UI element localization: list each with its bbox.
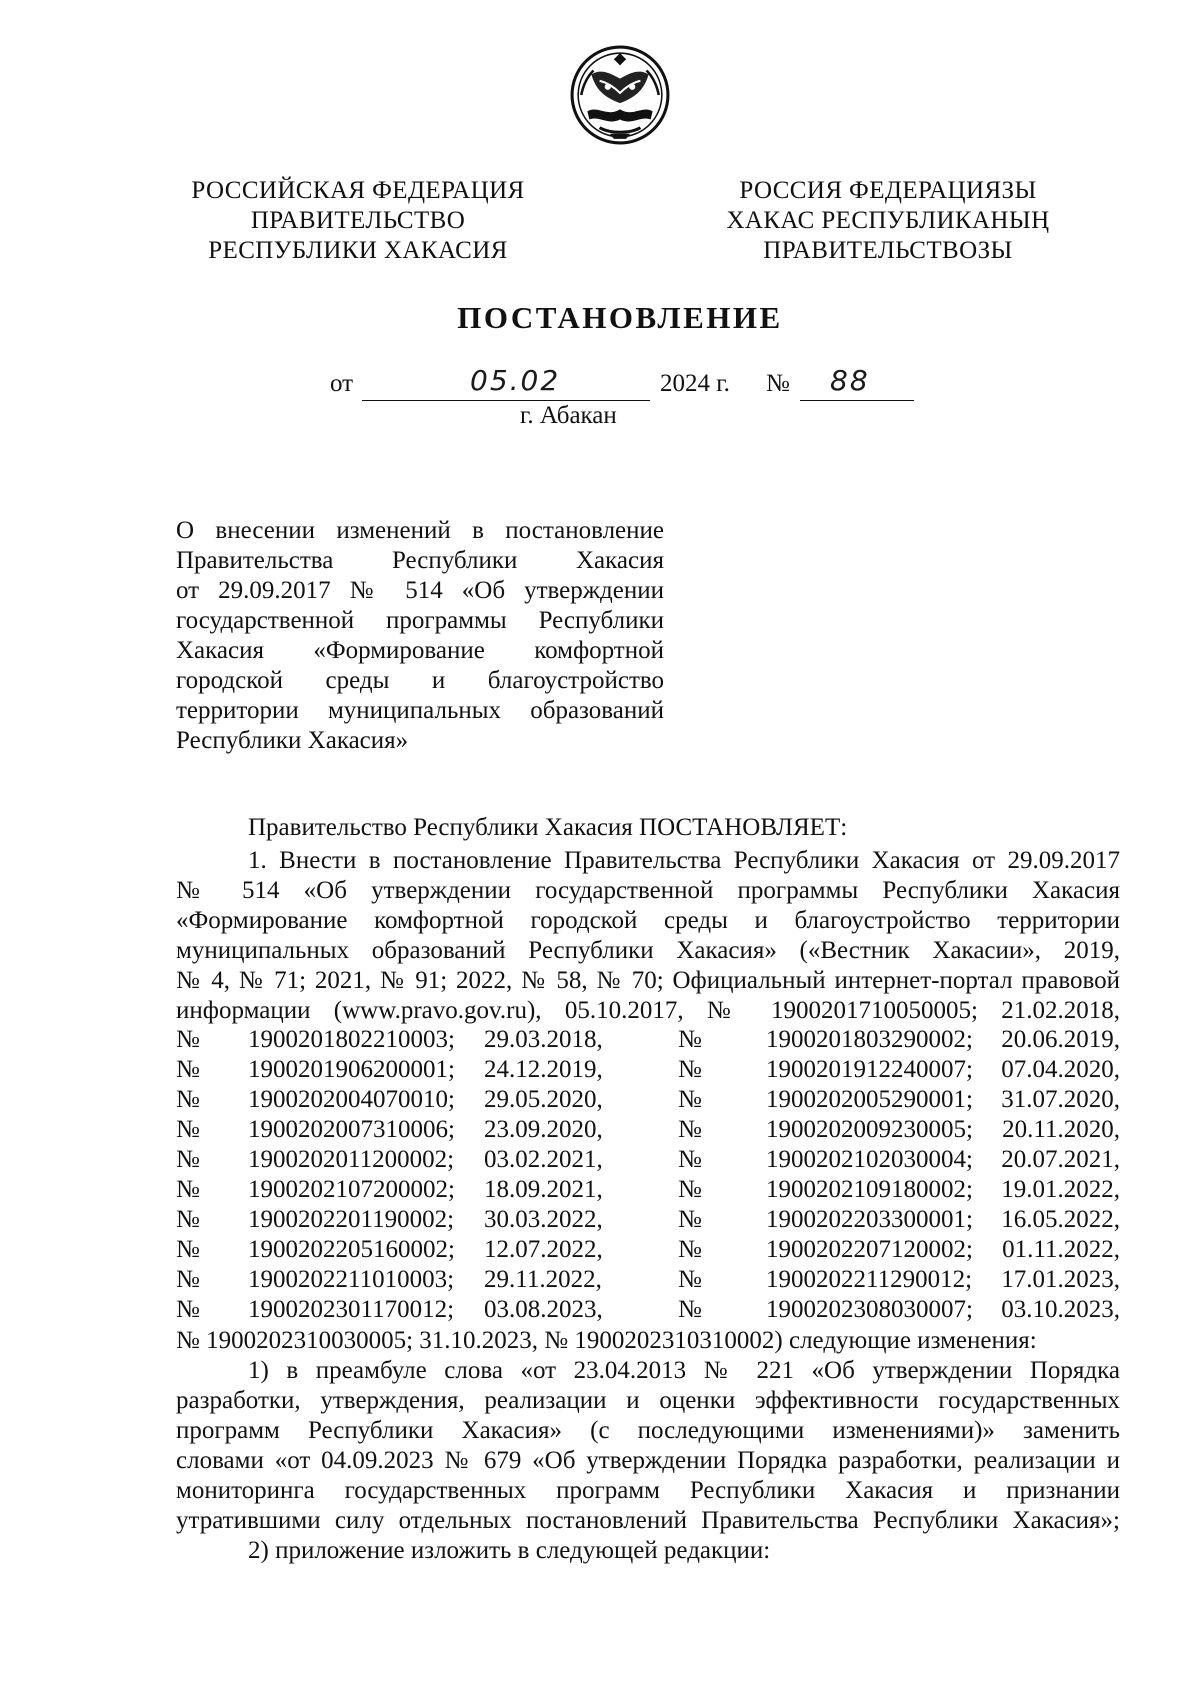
header-left bbox=[168, 176, 548, 266]
number-sign: № bbox=[176, 1296, 200, 1323]
date-number-row bbox=[330, 366, 930, 402]
number-sign: № bbox=[176, 1146, 200, 1173]
number-sign: № bbox=[176, 1236, 200, 1263]
registration-date: 24.12.2019, bbox=[484, 1056, 603, 1083]
registration-number: 1900202301170012; bbox=[248, 1296, 455, 1323]
registration-number: 1900202007310006; bbox=[248, 1116, 455, 1143]
number-sign: № bbox=[678, 1296, 702, 1323]
registration-date: 29.03.2018, bbox=[484, 1026, 603, 1053]
registration-date: 01.11.2022, bbox=[1002, 1236, 1120, 1263]
header-left-line-1: РОССИЙСКАЯ ФЕДЕРАЦИЯ bbox=[191, 177, 525, 204]
registration-number: 1900202107200002; bbox=[248, 1176, 455, 1203]
item-1-line: утратившими силу отдельных постановлений Правительства Республики Хакасия»; bbox=[176, 1507, 1120, 1534]
date-handwritten: 05.02 bbox=[470, 364, 561, 397]
number-sign: № bbox=[678, 1086, 702, 1113]
date-underline bbox=[362, 400, 650, 401]
registration-date: 23.09.2020, bbox=[484, 1116, 603, 1143]
registration-row bbox=[176, 1206, 1120, 1236]
paragraph-1-continued bbox=[176, 1326, 1120, 1566]
item-1-line: 1) в преамбуле слова «от 23.04.2013 № 221 «Об утверждении Порядка bbox=[248, 1357, 1120, 1384]
number-sign: № bbox=[678, 1266, 702, 1293]
title-line: Республики Хакасия» bbox=[176, 727, 409, 754]
title-line: Хакасия «Формирование комфортной bbox=[176, 637, 664, 664]
number-sign: № bbox=[678, 1176, 702, 1203]
paragraph-line: № 4, № 71; 2021, № 91; 2022, № 58, № 70; Официальный интернет-портал правовой bbox=[176, 967, 1120, 994]
registration-row bbox=[176, 1086, 1120, 1116]
registration-number: 1900202201190002; bbox=[248, 1206, 455, 1233]
item-1-line: разработки, утверждения, реализации и оценки эффективности государственных bbox=[176, 1387, 1120, 1414]
number-handwritten: 88 bbox=[830, 364, 870, 397]
header-left-line-3: РЕСПУБЛИКИ ХАКАСИЯ bbox=[208, 237, 508, 264]
header-right-line-3: ПРАВИТЕЛЬСТВОЗЫ bbox=[763, 237, 1013, 264]
number-sign: № bbox=[176, 1086, 200, 1113]
number-sign: № bbox=[176, 1056, 200, 1083]
registration-number: 1900202308030007; bbox=[766, 1296, 973, 1323]
paragraph-line: № 1900202310030005; 31.10.2023, № 1900202310310002) следующие изменения: bbox=[176, 1327, 1037, 1354]
number-sign: № bbox=[678, 1146, 702, 1173]
registration-row bbox=[176, 1146, 1120, 1176]
number-label: № bbox=[766, 370, 790, 397]
registration-number: 1900202009230005; bbox=[766, 1116, 973, 1143]
registration-date: 03.08.2023, bbox=[484, 1296, 603, 1323]
from-label: от bbox=[330, 370, 354, 397]
number-sign: № bbox=[678, 1206, 702, 1233]
year-label: 2024 г. bbox=[660, 370, 730, 397]
item-1-line: мониторинга государственных программ Республики Хакасия и признании bbox=[176, 1477, 1120, 1504]
paragraph-line: 1. Внести в постановление Правительства Республики Хакасия от 29.09.2017 bbox=[248, 847, 1120, 874]
registration-date: 20.07.2021, bbox=[1001, 1146, 1120, 1173]
number-sign: № bbox=[176, 1206, 200, 1233]
registration-number: 1900201912240007; bbox=[766, 1056, 973, 1083]
registration-number: 1900202207120002; bbox=[766, 1236, 973, 1263]
paragraph-line: муниципальных образований Республики Хакасия» («Вестник Хакасии», 2019, bbox=[176, 937, 1120, 964]
registration-date: 12.07.2022, bbox=[484, 1236, 603, 1263]
document-type-heading: ПОСТАНОВЛЕНИЕ bbox=[457, 300, 783, 335]
number-sign: № bbox=[176, 1116, 200, 1143]
registration-number: 1900201906200001; bbox=[248, 1056, 455, 1083]
resolution-intro: Правительство Республики Хакасия ПОСТАНОВЛЯЕТ: bbox=[248, 814, 848, 841]
title-line: государственной программы Республики bbox=[176, 607, 664, 634]
registration-date: 29.11.2022, bbox=[484, 1266, 602, 1293]
registration-row bbox=[176, 1296, 1120, 1326]
registration-number: 1900202203300001; bbox=[766, 1206, 973, 1233]
registration-row bbox=[176, 1026, 1120, 1056]
registration-row bbox=[176, 1176, 1120, 1206]
paragraph-line: информации (www.pravo.gov.ru), 05.10.2017, № 1900201710050005; 21.02.2018, bbox=[176, 997, 1120, 1024]
registration-date: 30.03.2022, bbox=[484, 1206, 603, 1233]
header-right-line-2: ХАКАС РЕСПУБЛИКАНЫҢ bbox=[726, 207, 1050, 234]
republic-of-khakassia-emblem-icon bbox=[569, 44, 671, 146]
number-sign: № bbox=[678, 1116, 702, 1143]
registration-row bbox=[176, 1266, 1120, 1296]
registration-date: 16.05.2022, bbox=[1001, 1206, 1120, 1233]
registration-date: 29.05.2020, bbox=[484, 1086, 603, 1113]
document-title bbox=[176, 516, 664, 756]
paragraph-1 bbox=[176, 846, 1120, 1026]
registration-number: 1900202004070010; bbox=[248, 1086, 455, 1113]
header-left-line-2: ПРАВИТЕЛЬСТВО bbox=[250, 207, 466, 234]
registration-date: 20.11.2020, bbox=[1002, 1116, 1120, 1143]
number-sign: № bbox=[176, 1266, 200, 1293]
title-line: городской среды и благоустройство bbox=[176, 667, 664, 694]
registration-date: 17.01.2023, bbox=[1001, 1266, 1120, 1293]
number-sign: № bbox=[678, 1236, 702, 1263]
registration-date: 31.07.2020, bbox=[1001, 1086, 1120, 1113]
number-sign: № bbox=[176, 1176, 200, 1203]
registration-number: 1900201803290002; bbox=[766, 1026, 973, 1053]
item-1-line: программ Республики Хакасия» (с последующими изменениями)» заменить bbox=[176, 1417, 1120, 1444]
paragraph-line: № 514 «Об утверждении государственной программы Республики Хакасия bbox=[176, 877, 1120, 904]
registration-row bbox=[176, 1116, 1120, 1146]
header-right-line-1: РОССИЯ ФЕДЕРАЦИЯЗЫ bbox=[739, 177, 1037, 204]
registration-number: 1900202005290001; bbox=[766, 1086, 973, 1113]
city-label: г. Абакан bbox=[520, 402, 617, 429]
item-1-line: словами «от 04.09.2023 № 679 «Об утверждении Порядка разработки, реализации и bbox=[176, 1447, 1120, 1474]
registration-date: 03.02.2021, bbox=[484, 1146, 603, 1173]
registration-row bbox=[176, 1236, 1120, 1266]
number-sign: № bbox=[678, 1056, 702, 1083]
registration-number: 1900201802210003; bbox=[248, 1026, 455, 1053]
registration-number: 1900202211290012; bbox=[766, 1266, 973, 1293]
registration-number: 1900202011200002; bbox=[248, 1146, 455, 1173]
registration-number: 1900202109180002; bbox=[766, 1176, 973, 1203]
header-right bbox=[718, 176, 1058, 266]
title-line: Правительства Республики Хакасия bbox=[176, 547, 664, 574]
registration-row bbox=[176, 1056, 1120, 1086]
title-line: территории муниципальных образований bbox=[176, 697, 664, 724]
item-2-line: 2) приложение изложить в следующей редакции: bbox=[248, 1537, 771, 1564]
registration-number: 1900202211010003; bbox=[248, 1266, 455, 1293]
registration-date: 18.09.2021, bbox=[484, 1176, 603, 1203]
title-line: О внесении изменений в постановление bbox=[176, 517, 664, 544]
paragraph-line: «Формирование комфортной городской среды и благоустройство территории bbox=[176, 907, 1120, 934]
registration-date: 19.01.2022, bbox=[1001, 1176, 1120, 1203]
number-underline bbox=[800, 400, 914, 401]
number-sign: № bbox=[176, 1026, 200, 1053]
registration-list bbox=[176, 1026, 1120, 1326]
number-sign: № bbox=[678, 1026, 702, 1053]
registration-date: 03.10.2023, bbox=[1001, 1296, 1120, 1323]
registration-number: 1900202102030004; bbox=[766, 1146, 973, 1173]
title-line: от 29.09.2017 № 514 «Об утверждении bbox=[176, 577, 664, 604]
registration-number: 1900202205160002; bbox=[248, 1236, 455, 1263]
registration-date: 07.04.2020, bbox=[1001, 1056, 1120, 1083]
registration-date: 20.06.2019, bbox=[1001, 1026, 1120, 1053]
